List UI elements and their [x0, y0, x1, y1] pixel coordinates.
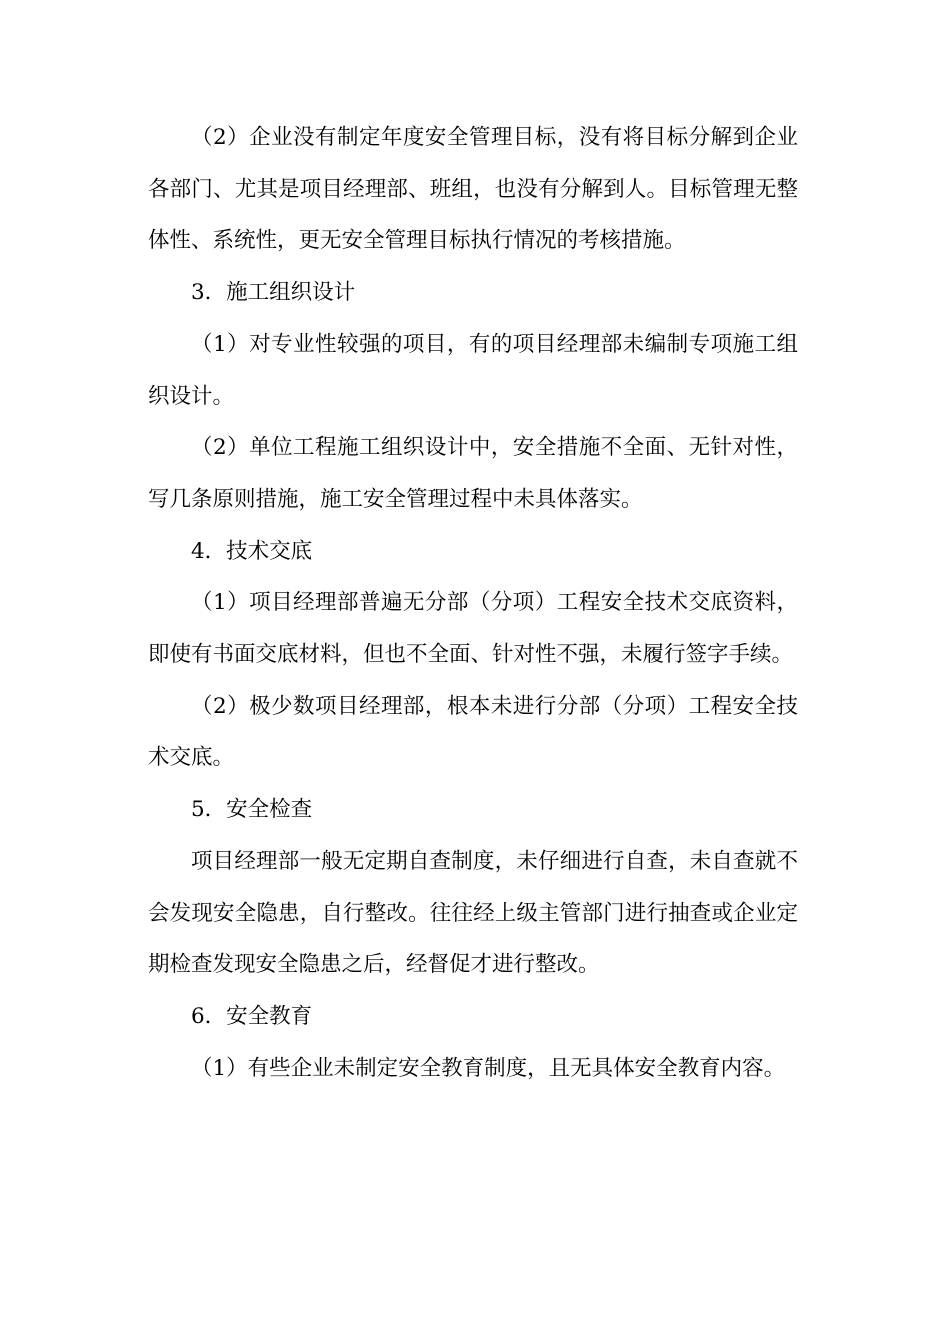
- section-heading-construction-design: 3．施工组织设计: [191, 280, 356, 306]
- paragraph-goal-management: （2）企业没有制定年度安全管理目标，没有将目标分解到企业各部门、尤其是项目经理部、班组，也没有分解到人。目标管理无整体性、系统性，更无安全管理目标执行情况的考核措施。: [148, 125, 798, 254]
- document-page: [148, 112, 798, 1094]
- paragraph-no-briefing: （2）极少数项目经理部，根本未进行分部（分项）工程安全技术交底。: [148, 693, 798, 771]
- section-heading-technical-briefing: 4．技术交底: [191, 538, 313, 564]
- paragraph-briefing-materials: （1）项目经理部普遍无分部（分项）工程安全技术交底资料，即使有书面交底材料，但也不全面、针对性不强，未履行签字手续。: [148, 590, 798, 668]
- paragraph-education-system: （1）有些企业未制定安全教育制度，且无具体安全教育内容。: [191, 1055, 786, 1081]
- paragraph-unit-design: （2）单位工程施工组织设计中，安全措施不全面、无针对性，写几条原则措施，施工安全管理过程中未具体落实。: [148, 435, 798, 512]
- paragraph-self-inspection: 项目经理部一般无定期自查制度，未仔细进行自查，未自查就不会发现安全隐患，自行整改。往往经上级主管部门进行抽查或企业定期检查发现安全隐患之后，经督促才进行整改。: [148, 848, 798, 978]
- section-heading-safety-education: 6．安全教育: [191, 1003, 313, 1029]
- section-heading-safety-inspection: 5．安全检查: [191, 797, 313, 823]
- paragraph-special-design: （1）对专业性较强的项目，有的项目经理部未编制专项施工组织设计。: [148, 331, 798, 409]
